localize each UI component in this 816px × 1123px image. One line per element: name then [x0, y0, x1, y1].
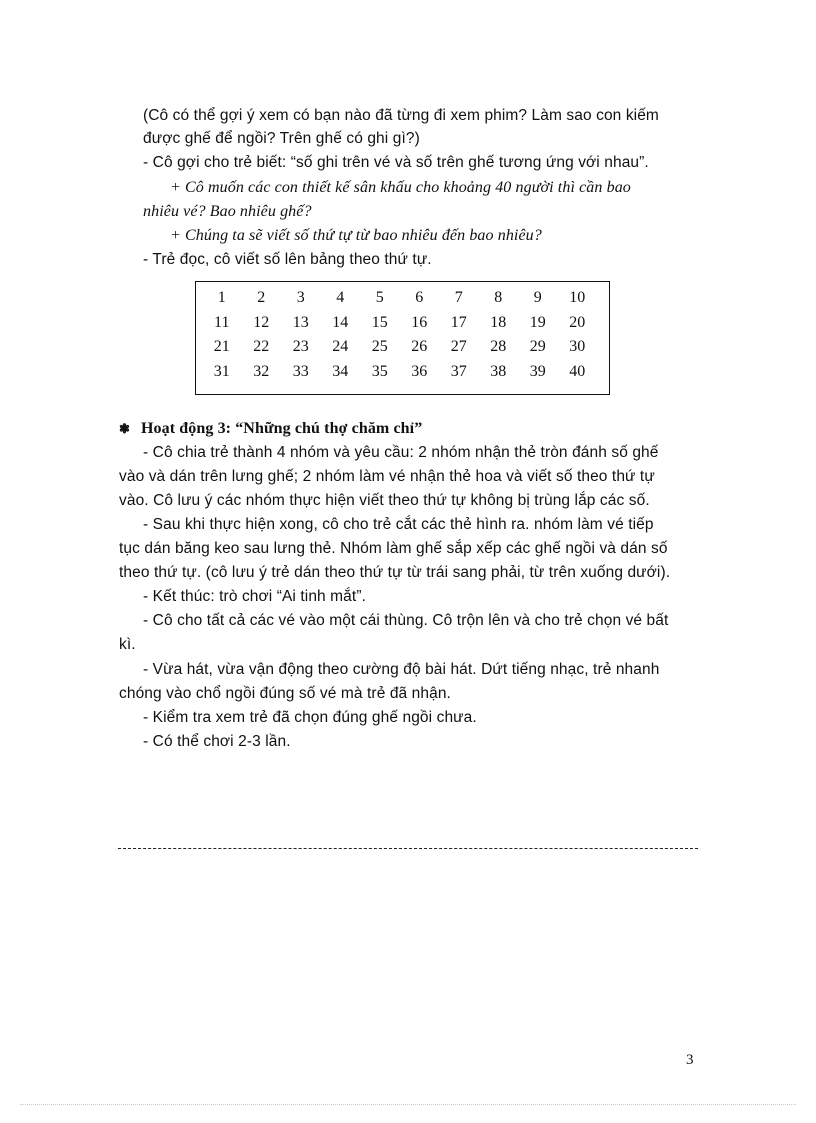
- intro-line-3: - Cô gợi cho trẻ biết: “số ghi trên vé và số trên ghế tương ứng với nhau”.: [143, 154, 649, 171]
- number-cell: 24: [332, 338, 349, 355]
- number-cell: 11: [214, 313, 230, 331]
- intro-line-2: được ghế để ngồi? Trên ghế có ghi gì?): [143, 130, 420, 147]
- activity-line: - Cô chia trẻ thành 4 nhóm và yêu cầu: 2 nhóm nhận thẻ tròn đánh số ghế: [143, 444, 659, 461]
- number-cell: 31: [213, 362, 230, 380]
- number-cell: 10: [569, 289, 586, 306]
- activity-line: - Cô cho tất cả các vé vào một cái thùng. Cô trộn lên và cho trẻ chọn vé bất: [143, 612, 669, 629]
- page-number: 3: [686, 1052, 694, 1068]
- intro-question-1-cont: nhiêu vé? Bao nhiêu ghế?: [143, 203, 312, 220]
- activity-line: - Sau khi thực hiện xong, cô cho trẻ cắt các thẻ hình ra. nhóm làm vé tiếp: [143, 516, 654, 533]
- number-cell: 20: [569, 313, 586, 331]
- activity-line: kì.: [119, 636, 136, 653]
- number-cell: 2: [257, 289, 266, 306]
- flower-star-icon: ❃: [119, 421, 130, 436]
- number-cell: 12: [253, 313, 270, 331]
- number-cell: 4: [336, 289, 345, 306]
- activity-line: - Vừa hát, vừa vận động theo cường độ bài hát. Dứt tiếng nhạc, trẻ nhanh: [143, 661, 660, 678]
- intro-question-2: + Chúng ta sẽ viết số thứ tự từ bao nhiêu đến bao nhiêu?: [170, 227, 542, 244]
- number-cell: 40: [569, 362, 586, 380]
- activity-line: chóng vào chổ ngồi đúng số vé mà trẻ đã nhận.: [119, 685, 451, 702]
- number-cell: 34: [332, 362, 349, 380]
- number-grid: [202, 286, 597, 384]
- number-cell: 23: [292, 338, 309, 355]
- number-cell: 14: [332, 313, 349, 331]
- activity-line: - Kiểm tra xem trẻ đã chọn đúng ghế ngồi chưa.: [143, 709, 477, 726]
- activity-line: - Có thể chơi 2-3 lần.: [143, 733, 291, 750]
- number-cell: 37: [450, 362, 467, 380]
- number-cell: 16: [411, 313, 428, 331]
- number-cell: 18: [490, 313, 507, 331]
- number-cell: 17: [450, 313, 467, 331]
- number-cell: 7: [454, 289, 463, 306]
- number-cell: 29: [529, 338, 546, 355]
- activity-line: vào. Cô lưu ý các nhóm thực hiện viết theo thứ tự không bị trùng lắp các số.: [119, 492, 650, 509]
- number-cell: 35: [371, 362, 388, 380]
- number-cell: 38: [490, 362, 507, 380]
- number-cell: 25: [371, 338, 388, 355]
- activity-line: - Kết thúc: trò chơi “Ai tinh mắt”.: [143, 588, 366, 605]
- number-cell: 33: [292, 362, 309, 380]
- number-cell: 19: [529, 313, 546, 331]
- number-cell: 30: [569, 338, 586, 355]
- number-cell: 39: [529, 362, 546, 380]
- number-cell: 36: [411, 362, 428, 380]
- number-cell: 9: [533, 289, 542, 306]
- number-cell: 21: [213, 338, 230, 355]
- activity-heading: [119, 418, 422, 440]
- section-divider: [118, 848, 698, 849]
- number-cell: 27: [450, 338, 467, 355]
- number-table: [195, 281, 610, 395]
- number-cell: 28: [490, 338, 507, 355]
- number-cell: 6: [415, 289, 424, 306]
- activity-line: vào và dán trên lưng ghế; 2 nhóm làm vé nhận thẻ hoa và viết số theo thứ tự: [119, 468, 655, 485]
- number-cell: 1: [217, 289, 226, 306]
- intro-line-1: (Cô có thể gợi ý xem có bạn nào đã từng đi xem phim? Làm sao con kiếm: [143, 107, 659, 124]
- intro-question-1: + Cô muốn các con thiết kế sân khấu cho khoảng 40 người thì cần bao: [170, 179, 631, 196]
- number-cell: 8: [494, 289, 503, 306]
- number-cell: 3: [296, 289, 305, 306]
- activity-line: tục dán băng keo sau lưng thẻ. Nhóm làm ghế sắp xếp các ghế ngồi và dán số: [119, 540, 668, 557]
- activity-heading-text: Hoạt động 3: “Những chú thợ chăm chỉ”: [141, 420, 423, 437]
- number-cell: 5: [375, 289, 384, 306]
- number-cell: 13: [292, 313, 309, 331]
- page-bottom-rule: [20, 1104, 796, 1105]
- number-cell: 32: [253, 362, 270, 380]
- number-cell: 15: [371, 313, 388, 331]
- number-cell: 22: [253, 338, 270, 355]
- intro-line-7: - Trẻ đọc, cô viết số lên bảng theo thứ tự.: [143, 251, 432, 268]
- number-cell: 26: [411, 338, 428, 355]
- activity-line: theo thứ tự. (cô lưu ý trẻ dán theo thứ tự từ trái sang phải, từ trên xuống dưới).: [119, 564, 671, 581]
